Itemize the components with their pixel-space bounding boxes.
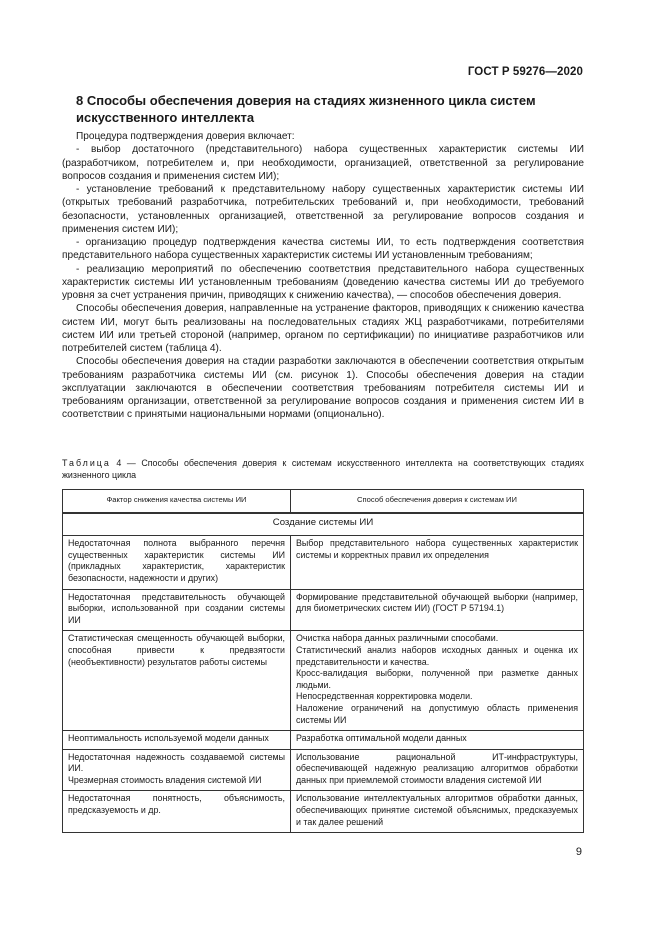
document-standard-number: ГОСТ Р 59276—2020 bbox=[467, 66, 583, 78]
cell-line: Очистка набора данных различными способами. bbox=[296, 633, 499, 644]
method-cell bbox=[291, 589, 584, 631]
cell-line: Формирование представительной обучающей выборки (например, для биометрических систем ИИ) (ГОСТ Р 57194.1) bbox=[296, 591, 578, 614]
cell-line: Недостаточная понятность, объяснимость, предсказуемость и др. bbox=[68, 793, 285, 816]
table-row bbox=[63, 749, 584, 791]
factor-cell bbox=[63, 731, 291, 750]
factor-cell bbox=[63, 589, 291, 631]
column-header-factor: Фактор снижения качества системы ИИ bbox=[63, 490, 291, 513]
factor-cell bbox=[63, 791, 291, 833]
cell-line: Использование интеллектуальных алгоритмов обработки данных, обеспечивающих принятие системой объяснимых, предсказуемых и так далее решений bbox=[296, 793, 578, 827]
factor-cell bbox=[63, 536, 291, 589]
paragraph: - организацию процедур подтверждения качества системы ИИ, то есть подтверждения соответствия представительного набора существенных характеристик системы ИИ установленным требованиям; bbox=[62, 237, 584, 262]
paragraph: - реализацию мероприятий по обеспечению соответствия представительного набора существенных характеристик системы ИИ установленным требованиям (доведению качества системы ИИ до требуемого уровня за счет устранения причин, приводящих к снижению качества), — способов обеспечения доверия. bbox=[62, 263, 584, 301]
cell-line: Недостаточная надежность создаваемой системы ИИ. bbox=[68, 751, 285, 774]
column-header-method: Способ обеспечения доверия к системам ИИ bbox=[291, 490, 584, 513]
table-caption-label: Таблица bbox=[62, 458, 111, 468]
method-cell bbox=[291, 731, 584, 750]
paragraph: - установление требований к представительному набору существенных характеристик системы ИИ (открытых требований разработчика, потребительских требований и, при необходимости, требований безопасности, установленных организацией, ответственной за регулирование вопросов создания и применения систем ИИ); bbox=[62, 184, 584, 235]
table-row bbox=[63, 791, 584, 833]
cell-line: Недостаточная представительность обучающей выборки, использованной при создании системы ИИ bbox=[68, 591, 285, 625]
cell-line: Статистическая смещенность обучающей выборки, способная привести к предвзятости (необъективности) результатов работы системы bbox=[68, 633, 285, 667]
factor-cell bbox=[63, 631, 291, 731]
cell-line: Недостаточная полнота выбранного перечня существенных характеристик системы ИИ (прикладных характеристик, характеристик безопасности, надежности и других) bbox=[68, 538, 285, 583]
table-section-label: Создание системы ИИ bbox=[63, 513, 584, 536]
table-row bbox=[63, 536, 584, 589]
table-row bbox=[63, 731, 584, 750]
method-cell bbox=[291, 791, 584, 833]
page-number: 9 bbox=[575, 846, 582, 858]
cell-line: Использование рациональной ИТ-инфраструктуры, обеспечивающей надежную реализацию алгоритмов обработки данных при приемлемой стоимости владения системой ИИ bbox=[296, 751, 578, 785]
cell-line: Кросс-валидация выборки, полученной при разметке данных людьми. bbox=[296, 668, 578, 690]
cell-line: Разработка оптимальной модели данных bbox=[296, 733, 467, 744]
paragraph: Способы обеспечения доверия, направленные на устранение факторов, приводящих к снижению качества систем ИИ, могут быть реализованы на последовательных стадиях ЖЦ разработчиками, потребителями систем ИИ или третьей стороной (например, органом по сертификации) по инициативе разработчиков или потребителей систем (таблица 4). bbox=[62, 303, 584, 354]
cell-line: Статистический анализ наборов исходных данных и оценка их представительности и качества. bbox=[296, 644, 578, 667]
paragraph: Способы обеспечения доверия на стадии разработки заключаются в обеспечении соответствия открытым требованиям разработчика системы ИИ (см. рисунок 1). Способы обеспечения доверия на стадии эксплуатации заключаются в обеспечении соответствия требованиям потребителя системы ИИ и требованиям организации, ответственной за регулирование вопросов создания и применения систем ИИ в соответствии с принятыми национальными нормами (опционально). bbox=[62, 356, 584, 421]
table-row bbox=[63, 589, 584, 631]
paragraph: Процедура подтверждения доверия включает: bbox=[76, 131, 295, 142]
trust-methods-table bbox=[62, 489, 584, 833]
method-cell bbox=[291, 749, 584, 791]
table-caption-text: 4 — Способы обеспечения доверия к системам искусственного интеллекта на соответствующих стадиях жизненного цикла bbox=[62, 458, 584, 480]
table-caption bbox=[62, 458, 584, 481]
method-cell bbox=[291, 631, 584, 731]
cell-line: Выбор представительного набора существенных характеристик системы и корректных правил их определения bbox=[296, 538, 578, 560]
paragraph: - выбор достаточного (представительного) набора существенных характеристик системы ИИ (разработчиком, потребителем и, при необходимости, организацией, ответственной за регулирование вопросов создания и применения систем ИИ); bbox=[62, 144, 584, 182]
table-header-row bbox=[63, 490, 584, 513]
cell-line: Чрезмерная стоимость владения системой ИИ bbox=[68, 774, 262, 785]
section-title: 8 Способы обеспечения доверия на стадиях жизненного цикла систем искусственного интеллекта bbox=[76, 93, 536, 125]
cell-line: Непосредственная корректировка модели. bbox=[296, 691, 473, 702]
cell-line: Неоптимальность используемой модели данных bbox=[68, 733, 269, 744]
cell-line: Наложение ограничений на допустимую область применения системы ИИ bbox=[296, 702, 578, 725]
body-text bbox=[62, 130, 584, 422]
table-section-row bbox=[63, 513, 584, 536]
factor-cell bbox=[63, 749, 291, 791]
table-row bbox=[63, 631, 584, 731]
method-cell bbox=[291, 536, 584, 589]
